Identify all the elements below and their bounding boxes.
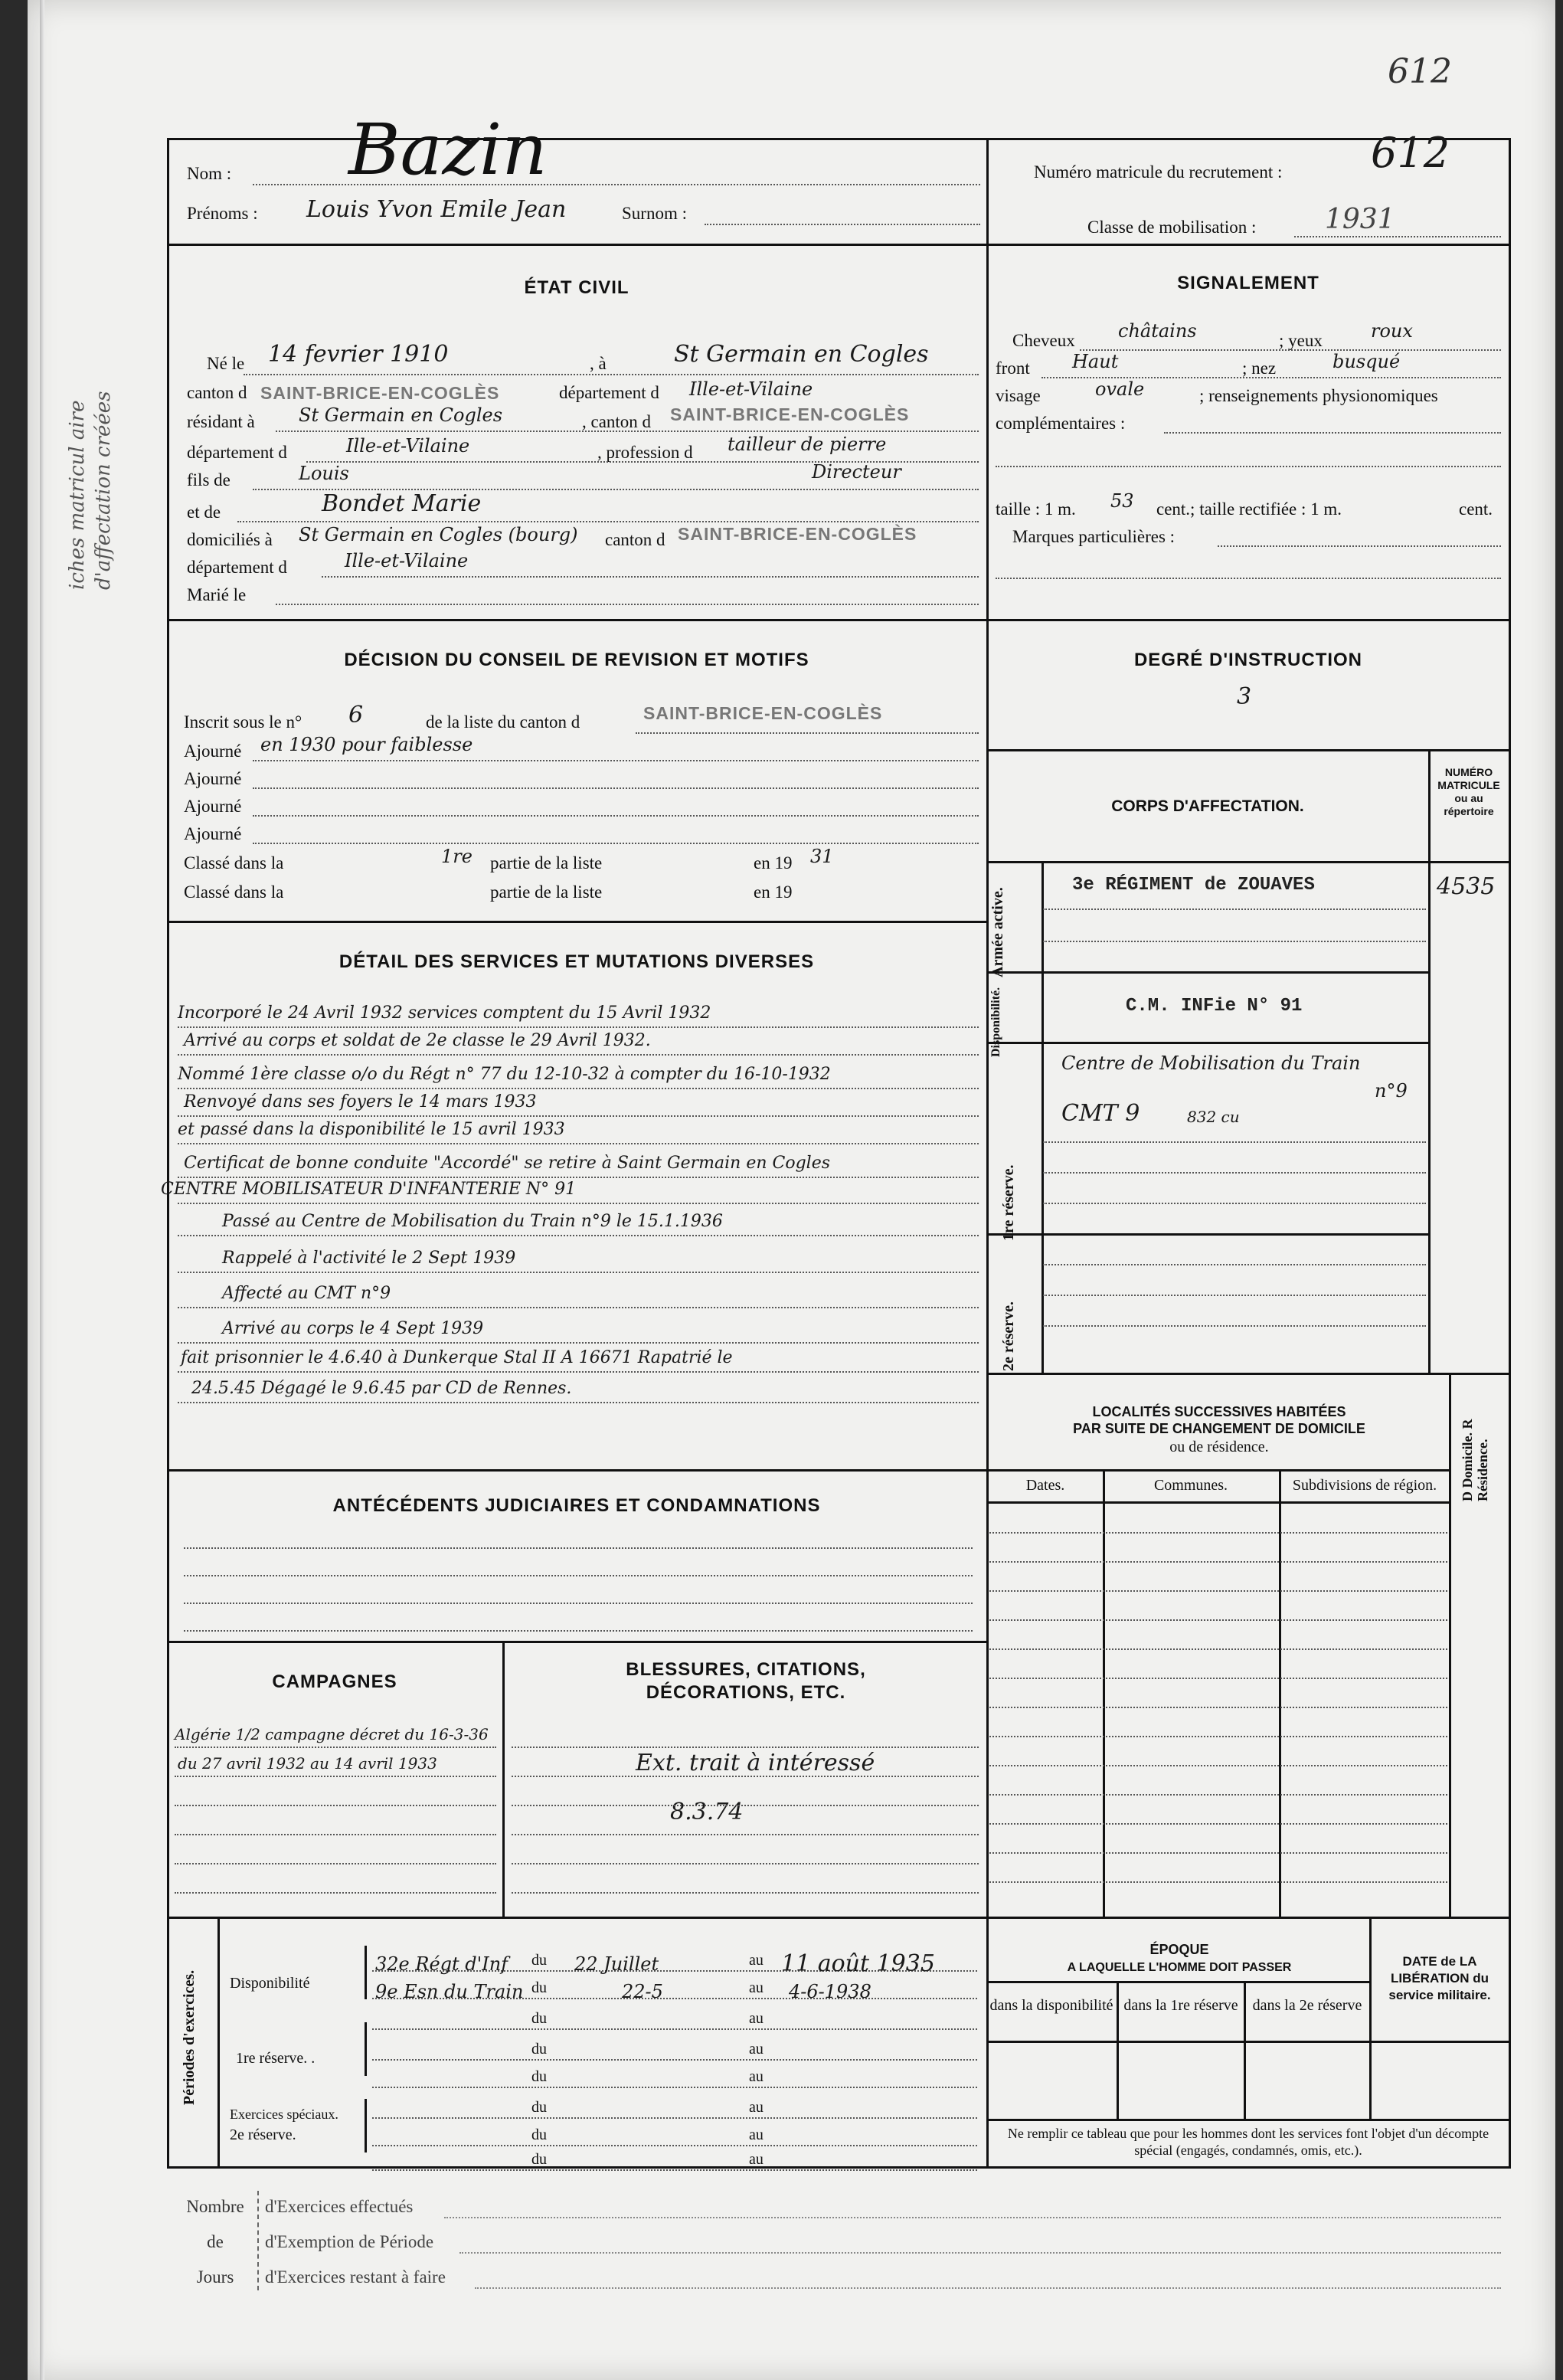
- service-line: Passé au Centre de Mobilisation du Train n°9 le 15.1.1936: [222, 1212, 723, 1231]
- margin-note-2: d'affectation créées: [92, 391, 115, 590]
- yeux-value: roux: [1371, 320, 1413, 342]
- service-line: et passé dans la disponibilité le 15 avril 1933: [178, 1120, 565, 1139]
- service-line: Nommé 1ère classe o/o du Régt n° 77 du 12-10-32 à compter du 16-10-1932: [178, 1065, 831, 1084]
- margin-note-1: iches matricul aire: [66, 400, 89, 590]
- date-liberation-title: DATE de LA LIBÉRATION du service militaire.: [1388, 1954, 1491, 2002]
- du-label: du: [531, 1952, 547, 1969]
- nez-value: busqué: [1332, 351, 1401, 372]
- regiment-num: 4535: [1437, 873, 1496, 900]
- reserve1-label: 1re réserve.: [1000, 1164, 1017, 1241]
- prenoms-label: Prénoms :: [187, 204, 258, 223]
- jours-line-3: d'Exercices restant à faire: [265, 2267, 446, 2287]
- epoque-subtitle: A LAQUELLE L'HOMME DOIT PASSER: [1067, 1961, 1292, 1974]
- centre-train: Centre de Mobilisation du Train: [1061, 1053, 1361, 1074]
- exercices-speciaux-label: Exercices spéciaux.: [230, 2107, 338, 2122]
- exercice-2-du: 22-5: [622, 1981, 663, 2002]
- exercice-1-unit: 32e Régt d'Inf: [375, 1953, 508, 1975]
- service-line: Affecté au CMT n°9: [222, 1284, 391, 1303]
- domicile-departement: Ille-et-Vilaine: [345, 550, 469, 571]
- exercices-disponibilite-label: Disponibilité: [230, 1975, 310, 1992]
- au-label: au: [749, 2126, 764, 2143]
- classe-value: 1931: [1325, 204, 1395, 235]
- epoque-col-1: dans la disponibilité: [989, 1997, 1113, 2014]
- service-line: Rappelé à l'activité le 2 Sept 1939: [222, 1249, 516, 1268]
- father-name: Louis: [299, 463, 349, 484]
- birth-place: St Germain en Cogles: [674, 341, 929, 368]
- de-label: de: [207, 2232, 224, 2251]
- service-line: Arrivé au corps le 4 Sept 1939: [222, 1319, 484, 1338]
- periodes-label: Périodes d'exercices.: [181, 1969, 198, 2106]
- reserve2-label: 2e réserve.: [1000, 1301, 1017, 1371]
- numero-matricule-label: NUMÉRO MATRICULE ou au répertoire: [1437, 766, 1500, 817]
- cm-inf: C.M. INFie N° 91: [1126, 996, 1303, 1016]
- taille-value: 53: [1110, 490, 1134, 512]
- instruction-value: 3: [1237, 683, 1252, 710]
- du-label: du: [531, 2010, 547, 2027]
- cheveux-value: châtains: [1118, 320, 1197, 342]
- epoque-note: Ne remplir ce tableau que pour les hommes dont les services font l'objet d'un décompte spécial (engagés, condamnés, omis, etc.).: [1007, 2126, 1489, 2158]
- regiment: 3e RÉGIMENT de ZOUAVES: [1072, 875, 1315, 895]
- birth-departement: Ille-et-Vilaine: [689, 378, 813, 400]
- frame-left: [167, 138, 169, 2168]
- mother-name: Bondet Marie: [322, 490, 482, 517]
- blessures-line-1: Ext. trait à intéressé: [636, 1750, 875, 1776]
- page-number: 612: [1388, 52, 1452, 91]
- epoque-col-2: dans la 1re réserve: [1123, 1997, 1238, 2014]
- residence-departement: Ille-et-Vilaine: [346, 435, 470, 457]
- matricule-value: 612: [1371, 129, 1450, 177]
- jours-line-2: d'Exemption de Période: [265, 2232, 434, 2251]
- canton-stamp-4: SAINT-BRICE-EN-COGLÈS: [643, 703, 883, 723]
- cmt-suffix: 832 cu: [1187, 1108, 1240, 1126]
- matricule-label: Numéro matricule du recrutement :: [1034, 162, 1283, 182]
- birth-date: 14 fevrier 1910: [268, 341, 449, 368]
- jours-line-1: d'Exercices effectués: [265, 2197, 414, 2216]
- service-line: fait prisonnier le 4.6.40 à Dunkerque Stal II A 16671 Rapatrié le: [181, 1348, 733, 1367]
- du-label: du: [531, 1979, 547, 1996]
- service-line: Certificat de bonne conduite "Accordé" se retire à Saint Germain en Cogles: [184, 1154, 831, 1173]
- au-label: au: [749, 1952, 764, 1969]
- residence: St Germain en Cogles: [299, 404, 503, 426]
- armee-active-label: Armée active.: [989, 887, 1006, 977]
- service-line: 24.5.45 Dégagé le 9.6.45 par CD de Rennes.: [191, 1379, 572, 1398]
- au-label: au: [749, 2041, 764, 2058]
- centre-num: n°9: [1375, 1080, 1408, 1102]
- canton-stamp-2: SAINT-BRICE-EN-COGLÈS: [670, 404, 910, 424]
- exercice-1-au: 11 août 1935: [781, 1950, 935, 1977]
- service-line: Renvoyé dans ses foyers le 14 mars 1933: [184, 1092, 537, 1111]
- epoque-title: ÉPOQUE: [1149, 1942, 1209, 1957]
- campagne-line-2: du 27 avril 1932 au 14 avril 1933: [178, 1754, 437, 1773]
- exercices-reserve1-label: 1re réserve. .: [236, 2050, 316, 2067]
- exercice-2-unit: 9e Esn du Train: [375, 1981, 524, 2002]
- signalement-title: SIGNALEMENT: [1177, 273, 1319, 293]
- col-subdivisions: Subdivisions de région.: [1292, 1477, 1437, 1494]
- instruction-title: DEGRÉ D'INSTRUCTION: [1133, 650, 1363, 670]
- epoque-col-3: dans la 2e réserve: [1252, 1997, 1362, 2014]
- au-label: au: [749, 2068, 764, 2085]
- services-title: DÉTAIL DES SERVICES ET MUTATIONS DIVERSES: [338, 951, 815, 972]
- au-label: au: [749, 1979, 764, 1996]
- frame-bottom: [167, 2166, 1511, 2169]
- cmt: CMT 9: [1061, 1100, 1140, 1127]
- du-label: du: [531, 2068, 547, 2085]
- profession: tailleur de pierre: [728, 434, 887, 455]
- classe-partie: 1re: [441, 846, 472, 867]
- surnom-label: Surnom :: [622, 204, 687, 223]
- inscrit-number: 6: [348, 702, 364, 728]
- canton-stamp-3: SAINT-BRICE-EN-COGLÈS: [678, 524, 917, 544]
- antecedents-title: ANTÉCÉDENTS JUDICIAIRES ET CONDAMNATIONS: [332, 1495, 821, 1516]
- du-label: du: [531, 2099, 547, 2116]
- etat-civil-title: ÉTAT CIVIL: [524, 277, 629, 298]
- campagne-line-1: Algérie 1/2 campagne décret du 16-3-36: [175, 1725, 489, 1743]
- jours-label: Jours: [196, 2267, 234, 2287]
- blessures-title-1: BLESSURES, CITATIONS,: [626, 1659, 866, 1680]
- au-label: au: [749, 2151, 764, 2168]
- col-dates: Dates.: [1025, 1477, 1065, 1494]
- prenoms-value: Louis Yvon Emile Jean: [306, 196, 567, 223]
- col-communes: Communes.: [1153, 1477, 1228, 1494]
- du-label: du: [531, 2041, 547, 2058]
- profession-2: Directeur: [812, 461, 901, 483]
- domicile: St Germain en Cogles (bourg): [299, 524, 578, 545]
- service-line: Arrivé au corps et soldat de 2e classe le 29 Avril 1932.: [184, 1031, 651, 1050]
- exercice-2-au: 4-6-1938: [789, 1981, 871, 2002]
- corps-title: CORPS D'AFFECTATION.: [1111, 797, 1304, 815]
- au-label: au: [749, 2010, 764, 2027]
- du-label: du: [531, 2126, 547, 2143]
- service-line: Incorporé le 24 Avril 1932 services comptent du 15 Avril 1932: [178, 1003, 711, 1023]
- front-value: Haut: [1072, 351, 1119, 372]
- disponibilite-label: Disponibilité.: [989, 987, 1002, 1057]
- localites-title: LOCALITÉS SUCCESSIVES HABITÉES: [1092, 1404, 1346, 1419]
- campagnes-title: CAMPAGNES: [272, 1671, 397, 1692]
- au-label: au: [749, 2099, 764, 2116]
- page-fold: [40, 0, 44, 2380]
- blessures-line-2: 8.3.74: [670, 1799, 744, 1825]
- visage-value: ovale: [1095, 378, 1145, 400]
- service-line: CENTRE MOBILISATEUR D'INFANTERIE N° 91: [161, 1180, 577, 1199]
- nom-value: Bazin: [348, 109, 548, 191]
- column-divider: [986, 138, 989, 2168]
- nom-label: Nom :: [187, 164, 232, 183]
- classe-label: Classe de mobilisation :: [1087, 218, 1257, 237]
- conseil-title: DÉCISION DU CONSEIL DE REVISION ET MOTIFS: [344, 650, 809, 670]
- frame-right: [1509, 138, 1511, 2168]
- exercice-1-du: 22 Juillet: [574, 1953, 659, 1975]
- blessures-title-2: DÉCORATIONS, ETC.: [646, 1682, 846, 1703]
- ajourne-1: en 1930 pour faiblesse: [260, 734, 473, 755]
- localites-side-label: D Domicile. R Résidence.: [1460, 1419, 1490, 1501]
- canton-stamp-1: SAINT-BRICE-EN-COGLÈS: [260, 383, 500, 403]
- nombre-label: Nombre: [186, 2197, 244, 2216]
- classe-annee: 31: [810, 846, 834, 867]
- du-label: du: [531, 2151, 547, 2168]
- exercices-reserve2-label: 2e réserve.: [230, 2126, 296, 2143]
